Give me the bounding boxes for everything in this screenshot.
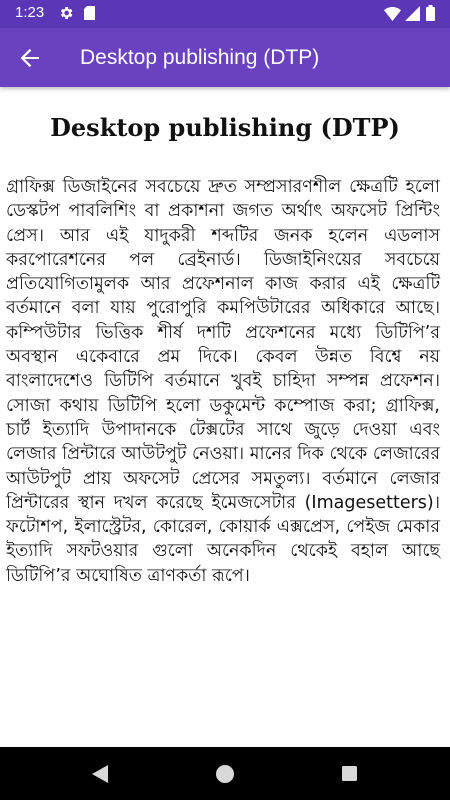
gear-icon <box>58 5 74 21</box>
article-body: গ্রাফিক্স ডিজাইনের সবচেয়ে দ্রুত সম্প্রসারণশীল ক্ষেত্রটি হলো ডেস্কটপ পাবলিশিং বা প্রকাশনা জগত অর্থাৎ অফসেট প্রিন্টিং প্রেস। আর এই যাদুকরী শব্দটির জনক হলেন এডলাস করপোরেশনের পল ব্রেইনার্ড। ডিজাইনিংয়ের সবচেয়ে প্রতিযোগিতামুলক আর প্রফেশনাল কাজ করার এই ক্ষেত্রটি বর্তমানে বলা যায় পুরোপুরি কমপিউটারের অধিকারে আছে। কম্পিউটার ভিত্তিক শীর্ষ দশটি প্রফেশনের মধ্যে ডিটিপি’র অবস্থান একেবারে প্রম দিকে। কেবল উন্নত বিশ্বে নয় বাংলাদেশেও ডিটিপি বর্তমানে খুবই চাহিদা সম্পন্ন প্রফেশন। সোজা কথায় ডিটিপি হলো ডকুমেন্ট কম্পোজ করা; গ্রাফিক্স, চার্ট ইত্যাদি উপাদানকে টেক্সটের সাথে জুড়ে দেওয়া এবং লেজার প্রিন্টারে আউটপুট নেওয়া। মানের দিক থেকে লেজারের আউটপুট প্রায় অফসেট প্রেসের সমতুল্য। বর্তমানে লেজার প্রিন্টারের স্থান দখল করেছে ইমেজসেটার (Imagesetters)। ফটোশপ, ইলাস্ট্রেটর, কোরেল, কোয়ার্ক এক্সপ্রেস, পেইজ মেকার ইত্যাদি সফটওয়ার গুলো অনেকদিন থেকেই বহাল আছে ডিটিপি’র অঘোষিত ত্রাণকর্তা রূপে। <box>6 177 440 586</box>
sd-card-icon <box>84 6 95 20</box>
signal-icon <box>405 6 420 21</box>
arrow-left-icon[interactable] <box>14 42 46 74</box>
article-title: Desktop publishing (DTP) <box>50 113 400 142</box>
article-content[interactable] <box>0 87 450 747</box>
app-bar-title: Desktop publishing (DTP) <box>80 46 320 69</box>
home-circle-icon[interactable] <box>216 765 234 783</box>
app-bar <box>0 28 450 87</box>
wifi-icon <box>384 6 401 21</box>
status-time: 1:23 <box>15 4 45 21</box>
recents-square-icon[interactable] <box>342 766 357 781</box>
back-triangle-icon[interactable] <box>92 765 108 783</box>
status-bar <box>0 0 450 28</box>
battery-icon <box>426 5 435 21</box>
navigation-bar <box>0 747 450 800</box>
